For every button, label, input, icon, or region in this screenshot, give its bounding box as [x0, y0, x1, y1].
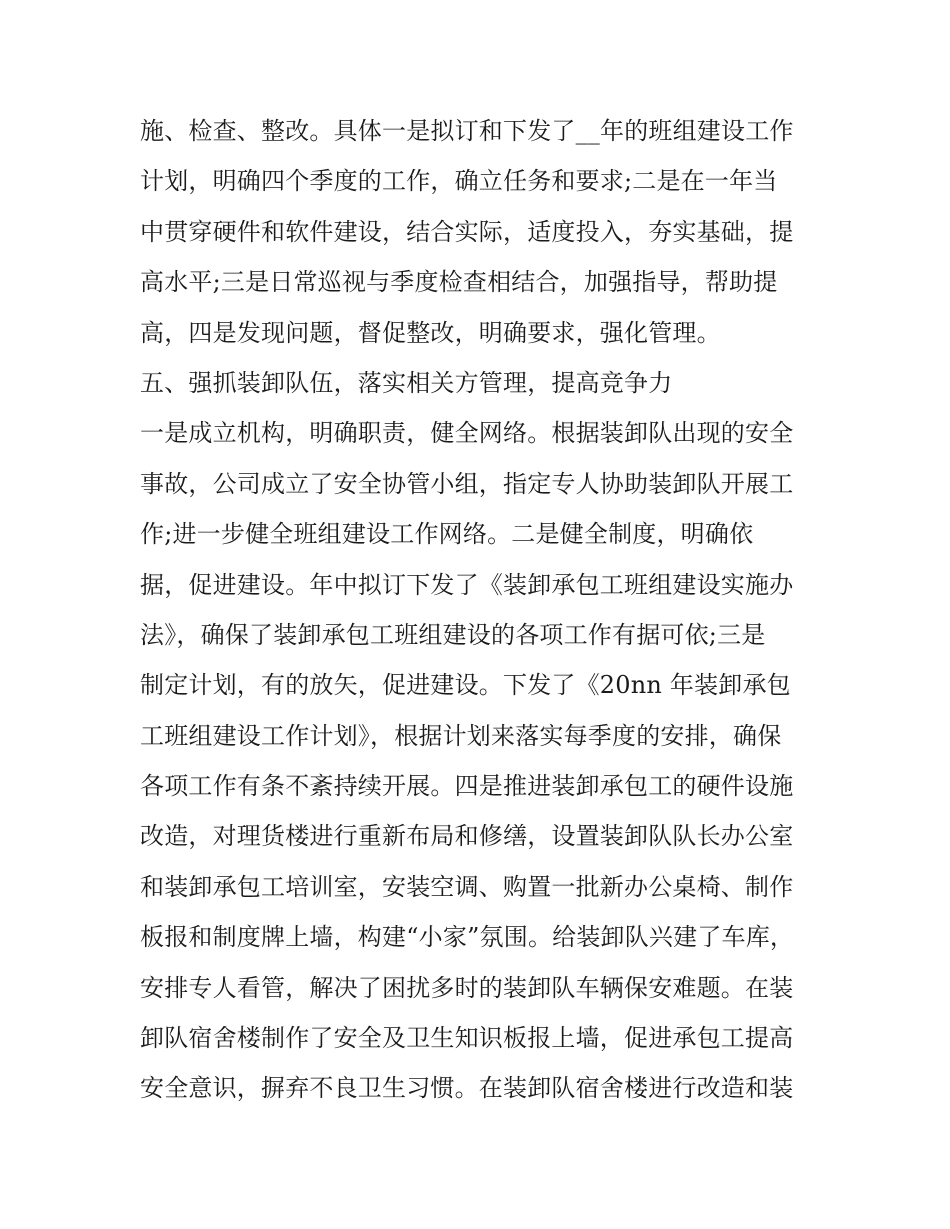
text-line: 安全意识，摒弃不良卫生习惯。在装卸队宿舍楼进行改造和装: [140, 1074, 794, 1103]
text-line: 改造，对理货楼进行重新布局和修缮，设置装卸队队长办公室: [140, 822, 794, 851]
text-line: 高水平;三是日常巡视与季度检查相结合，加强指导，帮助提: [140, 268, 778, 297]
text-line: 作;进一步健全班组建设工作网络。二是健全制度，明确依: [140, 520, 754, 549]
text-line: 各项工作有条不紊持续开展。四是推进装卸承包工的硬件设施: [140, 772, 794, 801]
text-line: 一是成立机构，明确职责，健全网络。根据装卸队出现的安全: [140, 419, 794, 448]
text-line: 法》，确保了装卸承包工班组建设的各项工作有据可依;三是: [140, 620, 766, 649]
text-line: 施、检查、整改。具体一是拟订和下发了__年的班组建设工作: [140, 117, 794, 145]
section-heading: 五、强抓装卸队伍，落实相关方管理，提高竞争力: [140, 368, 673, 397]
text-line: 和装卸承包工培训室，安装空调、购置一批新办公桌椅、制作: [140, 872, 794, 901]
document-body: [140, 106, 840, 1114]
text-line: 卸队宿舍楼制作了安全及卫生知识板报上墙，促进承包工提高: [140, 1024, 794, 1053]
text-line: 工班组建设工作计划》，根据计划来落实每季度的安排，确保: [140, 721, 782, 750]
text-line: 据，促进建设。年中拟订下发了《装卸承包工班组建设实施办: [140, 570, 794, 599]
text-line: 制定计划，有的放矢，促进建设。下发了《20nn 年装卸承包: [140, 671, 791, 700]
text-line: 事故，公司成立了安全协管小组，指定专人协助装卸队开展工: [140, 469, 794, 498]
text-line: 安排专人看管，解决了困扰多时的装卸队车辆保安难题。在装: [140, 973, 794, 1002]
text-line: 高，四是发现问题，督促整改，明确要求，强化管理。: [140, 318, 721, 347]
text-line: 计划，明确四个季度的工作，确立任务和要求;二是在一年当: [140, 167, 778, 196]
text-line: 板报和制度牌上墙，构建“小家”氛围。给装卸队兴建了车库，: [140, 923, 795, 952]
text-line: 中贯穿硬件和软件建设，结合实际，适度投入，夯实基础，提: [140, 217, 794, 246]
